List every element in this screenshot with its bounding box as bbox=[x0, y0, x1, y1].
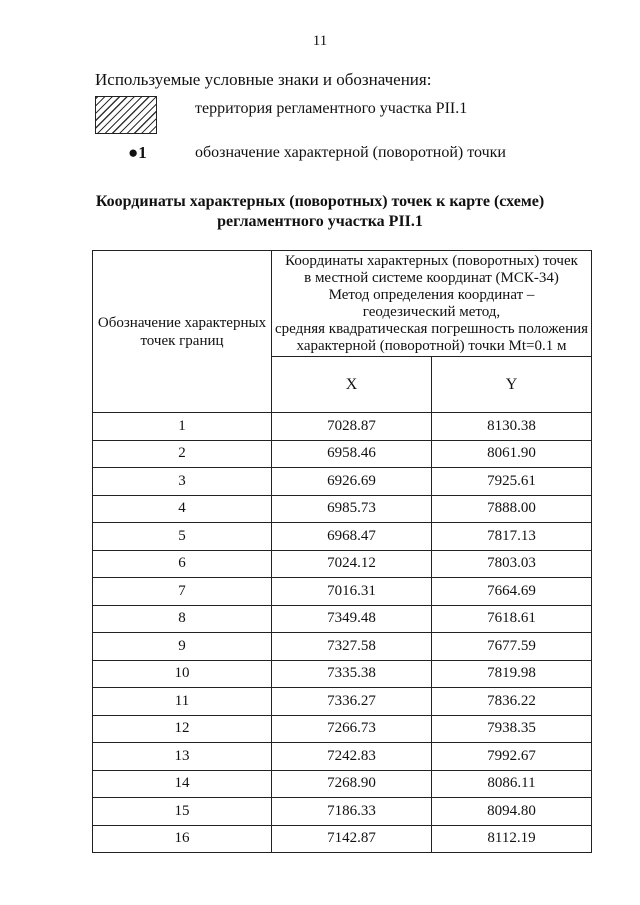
col-header-y: Y bbox=[432, 357, 592, 413]
table-row bbox=[93, 550, 592, 578]
table-row bbox=[93, 743, 592, 771]
col-header-point: Обозначение характерных точек границ bbox=[93, 251, 272, 413]
x-coordinate-cell: 6958.46 bbox=[272, 440, 432, 468]
col-header-line: Метод определения координат – bbox=[328, 286, 535, 303]
x-coordinate-cell: 7266.73 bbox=[272, 715, 432, 743]
y-coordinate-cell: 7664.69 bbox=[432, 578, 592, 606]
table-row bbox=[93, 495, 592, 523]
table-row bbox=[93, 440, 592, 468]
y-coordinate-cell: 7836.22 bbox=[432, 688, 592, 716]
table-title bbox=[0, 192, 640, 232]
table-row bbox=[93, 633, 592, 661]
col-header-x: X bbox=[272, 357, 432, 413]
x-coordinate-cell: 7335.38 bbox=[272, 660, 432, 688]
table-title-line2: регламентного участка РII.1 bbox=[217, 213, 423, 230]
y-coordinate-cell: 7677.59 bbox=[432, 633, 592, 661]
point-number-cell: 10 bbox=[93, 660, 272, 688]
x-coordinate-cell: 7336.27 bbox=[272, 688, 432, 716]
legend-item-point-label: обозначение характерной (поворотной) точки bbox=[195, 144, 506, 161]
y-coordinate-cell: 8061.90 bbox=[432, 440, 592, 468]
point-number-cell: 5 bbox=[93, 523, 272, 551]
coordinates-table bbox=[92, 250, 592, 853]
table-row bbox=[93, 605, 592, 633]
col-header-line: в местной системе координат (МСК-34) bbox=[304, 269, 559, 286]
point-number-cell: 3 bbox=[93, 468, 272, 496]
point-number-cell: 1 bbox=[93, 413, 272, 441]
table-row bbox=[93, 798, 592, 826]
y-coordinate-cell: 8130.38 bbox=[432, 413, 592, 441]
x-coordinate-cell: 7242.83 bbox=[272, 743, 432, 771]
point-number-cell: 8 bbox=[93, 605, 272, 633]
x-coordinate-cell: 7268.90 bbox=[272, 770, 432, 798]
y-coordinate-cell: 7803.03 bbox=[432, 550, 592, 578]
table-row bbox=[93, 523, 592, 551]
x-coordinate-cell: 7186.33 bbox=[272, 798, 432, 826]
point-number-cell: 9 bbox=[93, 633, 272, 661]
point-number-cell: 7 bbox=[93, 578, 272, 606]
y-coordinate-cell: 8086.11 bbox=[432, 770, 592, 798]
table-body bbox=[93, 413, 592, 853]
point-marker-icon: ●1 bbox=[128, 143, 147, 162]
page-number: 11 bbox=[312, 33, 328, 49]
y-coordinate-cell: 7888.00 bbox=[432, 495, 592, 523]
table-title-line1: Координаты характерных (поворотных) точек к карте (схеме) bbox=[95, 193, 545, 210]
x-coordinate-cell: 7349.48 bbox=[272, 605, 432, 633]
y-coordinate-cell: 8094.80 bbox=[432, 798, 592, 826]
y-coordinate-cell: 7938.35 bbox=[432, 715, 592, 743]
legend-heading: Используемые условные знаки и обозначения: bbox=[95, 70, 432, 89]
table-row bbox=[93, 825, 592, 853]
x-coordinate-cell: 6926.69 bbox=[272, 468, 432, 496]
table-row bbox=[93, 660, 592, 688]
table-row bbox=[93, 688, 592, 716]
col-header-line: средняя квадратическая погрешность положения bbox=[274, 320, 589, 337]
table-row bbox=[93, 715, 592, 743]
hatched-area-icon bbox=[95, 96, 157, 134]
point-number-cell: 14 bbox=[93, 770, 272, 798]
table-row bbox=[93, 578, 592, 606]
point-number-cell: 13 bbox=[93, 743, 272, 771]
point-number-cell: 11 bbox=[93, 688, 272, 716]
y-coordinate-cell: 7819.98 bbox=[432, 660, 592, 688]
x-coordinate-cell: 7028.87 bbox=[272, 413, 432, 441]
legend-item-area-label: территория регламентного участка РII.1 bbox=[195, 100, 468, 117]
table-row bbox=[93, 468, 592, 496]
point-number-cell: 12 bbox=[93, 715, 272, 743]
legend-item-area bbox=[95, 96, 157, 134]
x-coordinate-cell: 6985.73 bbox=[272, 495, 432, 523]
col-header-line: характерной (поворотной) точки Mt=0.1 м bbox=[296, 337, 567, 354]
point-number-cell: 16 bbox=[93, 825, 272, 853]
x-coordinate-cell: 7016.31 bbox=[272, 578, 432, 606]
col-header-coordinates bbox=[272, 251, 592, 357]
point-number-cell: 4 bbox=[93, 495, 272, 523]
x-coordinate-cell: 7142.87 bbox=[272, 825, 432, 853]
point-number-cell: 6 bbox=[93, 550, 272, 578]
point-number-cell: 15 bbox=[93, 798, 272, 826]
y-coordinate-cell: 7817.13 bbox=[432, 523, 592, 551]
x-coordinate-cell: 6968.47 bbox=[272, 523, 432, 551]
table-row bbox=[93, 413, 592, 441]
point-number-cell: 2 bbox=[93, 440, 272, 468]
col-header-line: геодезический метод, bbox=[362, 303, 501, 320]
x-coordinate-cell: 7327.58 bbox=[272, 633, 432, 661]
col-header-line: Координаты характерных (поворотных) точек bbox=[285, 252, 578, 269]
y-coordinate-cell: 7925.61 bbox=[432, 468, 592, 496]
x-coordinate-cell: 7024.12 bbox=[272, 550, 432, 578]
y-coordinate-cell: 8112.19 bbox=[432, 825, 592, 853]
y-coordinate-cell: 7618.61 bbox=[432, 605, 592, 633]
table-row bbox=[93, 770, 592, 798]
y-coordinate-cell: 7992.67 bbox=[432, 743, 592, 771]
